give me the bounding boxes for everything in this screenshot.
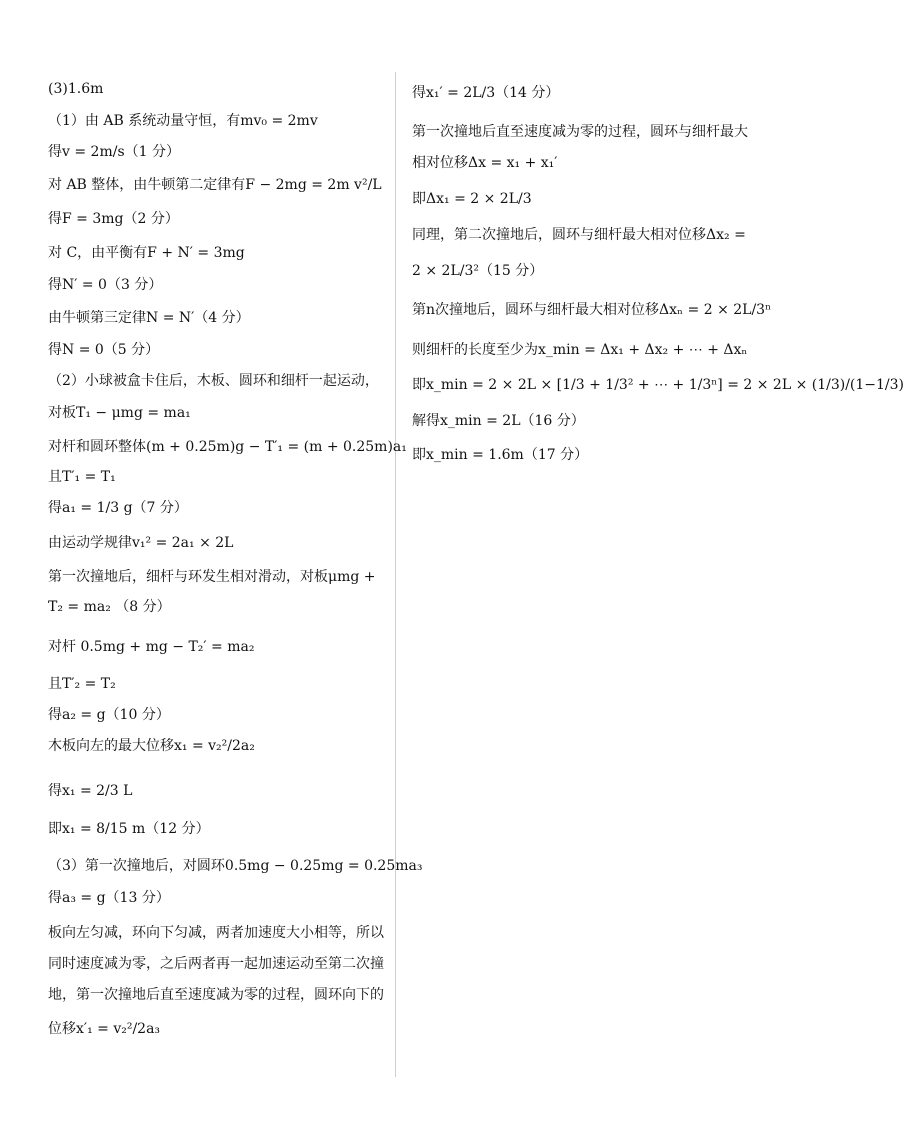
left-text-line-6: 对 C，由平衡有F + N′ = 3mg: [48, 245, 245, 261]
left-text-line-29: 位移x′₁ = v₂²/2a₃: [48, 1021, 161, 1037]
left-text-line-18: 对杆 0.5mg + mg − T₂′ = ma₂: [48, 639, 255, 655]
left-text-line-5: 得F = 3mg（2 分）: [48, 211, 179, 227]
left-text-line-4: 对 AB 整体，由牛顿第二定律有F − 2mg = 2m v²/L: [48, 177, 382, 193]
left-text-line-25: 得a₃ = g（13 分）: [48, 890, 170, 906]
left-text-line-21: 木板向左的最大位移x₁ = v₂²/2a₂: [48, 738, 255, 754]
right-text-line-11: 即x_min = 1.6m（17 分）: [412, 447, 589, 463]
left-text-line-11: 对板T₁ − μmg = ma₁: [48, 405, 191, 421]
right-text-line-9: 即x_min = 2 × 2L × [1/3 + 1/3² + ⋯ + 1/3ⁿ] = 2 × 2L × (1/3)/(1−1/3): [412, 377, 904, 393]
left-text-line-16: 第一次撞地后，细杆与环发生相对滑动，对板μmg +: [48, 569, 376, 585]
left-text-line-23: 即x₁ = 8/15 m（12 分）: [48, 821, 210, 837]
right-text-line-10: 解得x_min = 2L（16 分）: [412, 413, 585, 429]
left-text-line-15: 由运动学规律v₁² = 2a₁ × 2L: [48, 535, 234, 551]
left-text-line-13: 且T′₁ = T₁: [48, 469, 116, 485]
left-text-line-7: 得N′ = 0（3 分）: [48, 277, 163, 293]
left-text-line-1: (3)1.6m: [48, 81, 104, 97]
left-text-line-27: 同时速度减为零，之后两者再一起加速运动至第二次撞: [48, 956, 384, 972]
right-text-line-3: 相对位移Δx = x₁ + x₁′: [412, 155, 558, 171]
left-text-line-24: （3）第一次撞地后，对圆环0.5mg − 0.25mg = 0.25ma₃: [48, 858, 423, 874]
right-text-line-2: 第一次撞地后直至速度减为零的过程，圆环与细杆最大: [412, 124, 748, 140]
left-text-line-10: （2）小球被盒卡住后，木板、圆环和细杆一起运动，: [48, 373, 379, 389]
left-text-line-9: 得N = 0（5 分）: [48, 342, 160, 358]
left-text-line-19: 且T′₂ = T₂: [48, 676, 116, 692]
left-text-line-12: 对杆和圆环整体(m + 0.25m)g − T′₁ = (m + 0.25m)a₁: [48, 439, 407, 455]
right-text-line-5: 同理，第二次撞地后，圆环与细杆最大相对位移Δx₂ =: [412, 227, 746, 243]
left-text-line-26: 板向左匀减，环向下匀减，两者加速度大小相等，所以: [48, 925, 384, 941]
left-text-line-22: 得x₁ = 2/3 L: [48, 783, 133, 799]
column-divider: [395, 72, 396, 1077]
right-text-line-1: 得x₁′ = 2L/3（14 分）: [412, 85, 560, 101]
left-text-line-28: 地，第一次撞地后直至速度减为零的过程，圆环向下的: [48, 987, 384, 1003]
left-text-line-2: （1）由 AB 系统动量守恒，有mv₀ = 2mv: [48, 113, 318, 129]
left-text-line-17: T₂ = ma₂ （8 分）: [48, 599, 171, 615]
right-text-line-7: 第n次撞地后，圆环与细杆最大相对位移Δxₙ = 2 × 2L/3ⁿ: [412, 302, 772, 318]
left-text-line-8: 由牛顿第三定律N = N′（4 分）: [48, 310, 250, 326]
left-text-line-14: 得a₁ = 1/3 g（7 分）: [48, 500, 188, 516]
left-text-line-20: 得a₂ = g（10 分）: [48, 707, 170, 723]
left-text-line-3: 得v = 2m/s（1 分）: [48, 144, 180, 160]
right-text-line-8: 则细杆的长度至少为x_min = Δx₁ + Δx₂ + ⋯ + Δxₙ: [412, 342, 748, 358]
right-text-line-4: 即Δx₁ = 2 × 2L/3: [412, 191, 532, 207]
right-text-line-6: 2 × 2L/3²（15 分）: [412, 263, 544, 279]
